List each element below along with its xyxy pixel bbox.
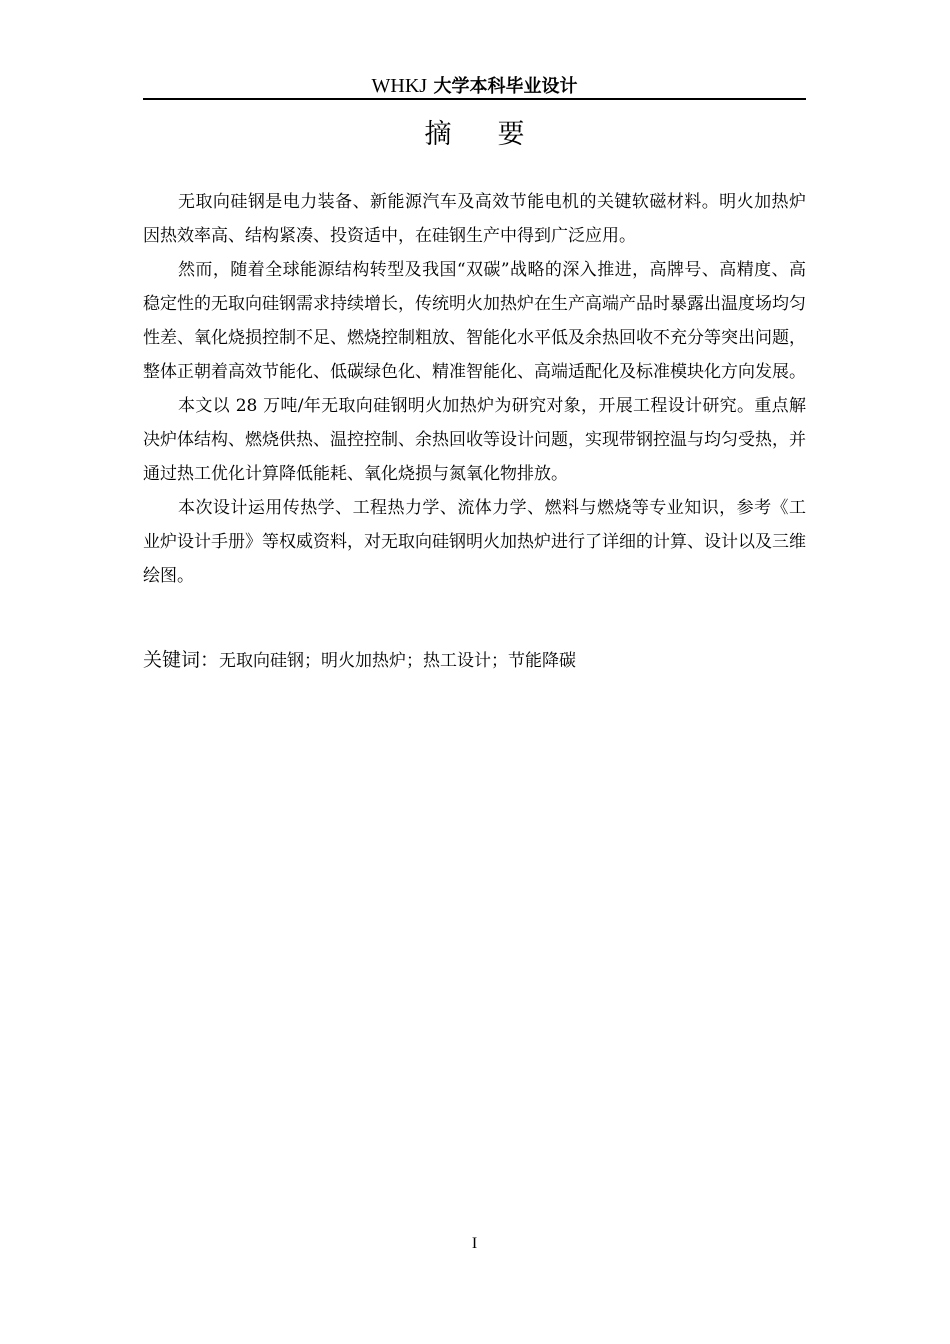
header-school-code: WHKJ [371,75,428,97]
abstract-paragraph-2: 然而，随着全球能源结构转型及我国“双碳”战略的深入推进，高牌号、高精度、高稳定性的无取向硅钢需求持续增长，传统明火加热炉在生产高端产品时暴露出温度场均匀性差、氧化烧损控制不足、燃烧控制粗放、智能化水平低及余热回收不充分等突出问题，整体正朝着高效节能化、低碳绿色化、精准智能化、高端适配化及标准模块化方向发展。 [143,260,806,382]
abstract-paragraph-4: 本次设计运用传热学、工程热力学、流体力学、燃料与燃烧等专业知识，参考《工业炉设计手册》等权威资料，对无取向硅钢明火加热炉进行了详细的计算、设计以及三维绘图。 [143,498,806,586]
keywords-label: 关键词： [143,649,220,671]
keywords-line [143,645,806,676]
header-divider [143,98,806,100]
abstract-paragraph-3: 本文以 28 万吨/年无取向硅钢明火加热炉为研究对象，开展工程设计研究。重点解决炉体结构、燃烧供热、温控控制、余热回收等设计问题，实现带钢控温与均匀受热，并通过热工优化计算降低能耗、氧化烧损与氮氧化物排放。 [143,396,806,484]
running-header [143,72,806,98]
header-document-type: 大学本科毕业设计 [433,76,578,97]
abstract-body [143,185,806,593]
abstract-title: 摘要 [424,119,571,150]
abstract-paragraph-1: 无取向硅钢是电力装备、新能源汽车及高效节能电机的关键软磁材料。明火加热炉因热效率高、结构紧凑、投资适中，在硅钢生产中得到广泛应用。 [143,192,806,246]
page-number: I [471,1235,478,1252]
keywords-value: 无取向硅钢；明火加热炉；热工设计；节能降碳 [219,651,577,671]
